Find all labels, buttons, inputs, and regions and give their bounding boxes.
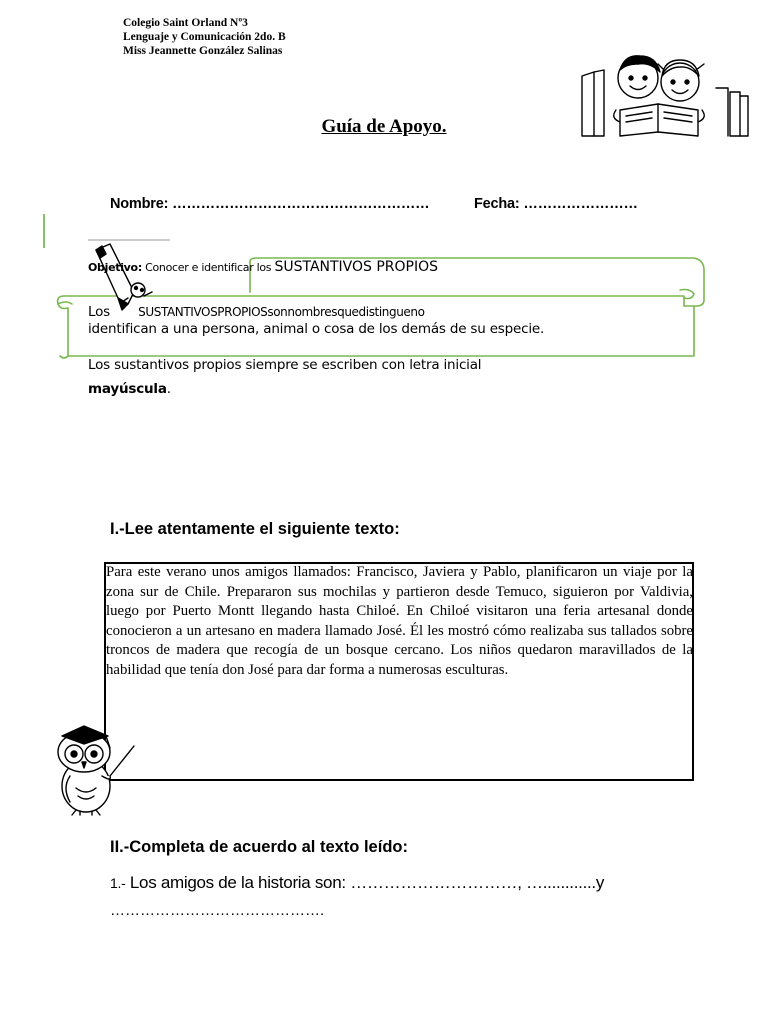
rule-paragraph (88, 353, 648, 401)
name-field[interactable] (110, 196, 429, 212)
definition-paragraph (88, 304, 688, 338)
owl-teacher-icon (48, 716, 138, 816)
subject-line: Lenguaje y Comunicación 2do. B (123, 31, 286, 43)
name-label: Nombre: (110, 196, 169, 212)
school-header (123, 16, 286, 58)
page-title: Guía de Apoyo. (321, 116, 447, 137)
school-name: Colegio Saint Orland Nº3 (123, 17, 248, 29)
objective-label: Objetivo: (88, 261, 142, 274)
date-blank: …………………… (523, 196, 638, 212)
reading-passage: Para este verano unos amigos llamados: Francisco, Javiera y Pablo, planificaron un viaje por la zona sur de Chile. Prepararon sus mochilas y partieron desde Temuco, siguieron por Valdivia, luego por Puerto Montt llegando hasta Chiloé. En Chiloé visitaron una feria artesanal donde conocieron a un artesano en madera llamado José. Él les mostró cómo realizaba sus tallados sobre troncos de madera que recogía de un bosque cercano. Los niños quedaron maravillados de la habilidad que tenía don José para dar forma a numerosas esculturas. (106, 564, 693, 678)
question-1 (110, 873, 604, 893)
name-blank: ……………………………………………… (172, 196, 430, 212)
margin-line-decoration (42, 214, 46, 248)
objective-line (88, 259, 438, 275)
rule-bold-word: mayúscula (88, 381, 167, 397)
date-field[interactable] (474, 196, 638, 212)
question-1-text: Los amigos de la historia son: …………………………, …............y (129, 873, 605, 892)
section-1-heading: I.-Lee atentamente el siguiente texto: (110, 520, 400, 538)
objective-text: Conocer e identificar los (145, 261, 272, 274)
question-1-number: 1.- (110, 875, 126, 891)
pencil-character-icon (88, 240, 158, 310)
objective-topic: SUSTANTIVOS PROPIOS (274, 259, 439, 275)
section-2-heading: II.-Completa de acuerdo al texto leído: (110, 838, 408, 856)
teacher-name: Miss Jeannette González Salinas (123, 45, 283, 57)
rule-text: Los sustantivos propios siempre se escriben con letra inicial (88, 357, 482, 373)
question-1-blank[interactable]: ……………………………………. (110, 902, 325, 919)
date-label: Fecha: (474, 196, 520, 212)
definition-line2: identifican a una persona, animal o cosa de los demás de su especie. (88, 321, 545, 337)
definition-rest: sonnombresquedistingueno (267, 305, 425, 319)
definition-start: Los (88, 304, 110, 320)
definition-term: SUSTANTIVOSPROPIOS (138, 305, 268, 319)
rule-end: . (166, 381, 171, 397)
